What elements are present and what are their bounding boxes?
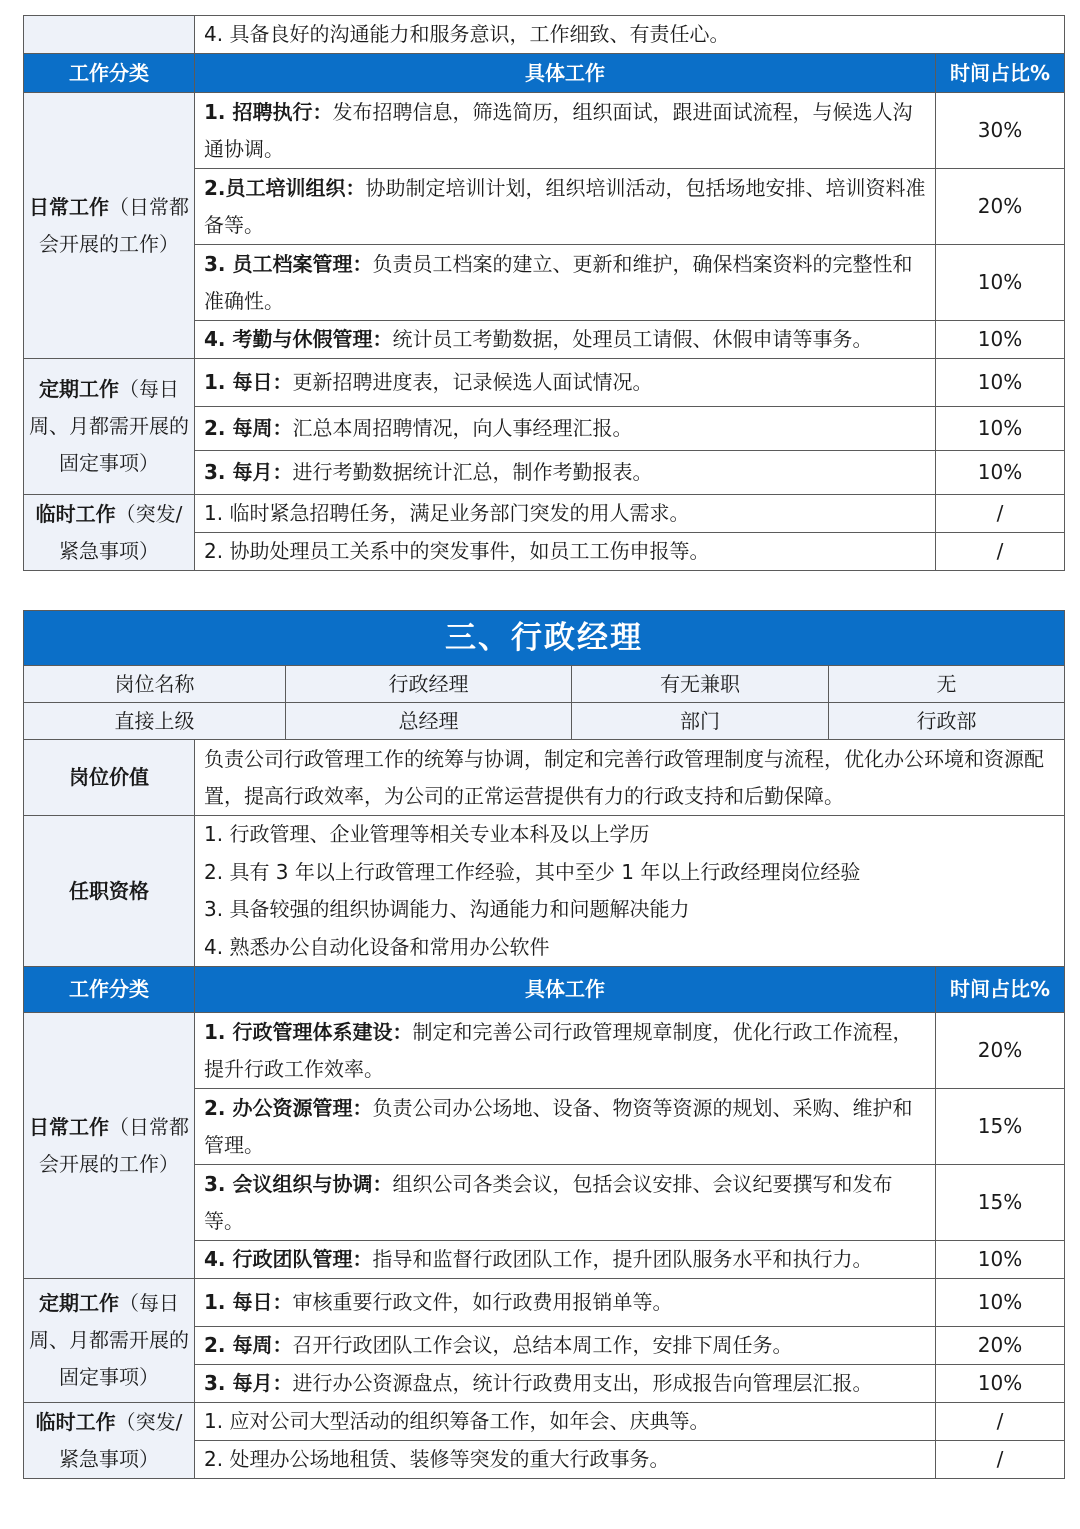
work-cell: 3. 每月：进行考勤数据统计汇总，制作考勤报表。 — [195, 451, 936, 495]
time-percent: 10% — [936, 359, 1065, 407]
time-percent: / — [936, 533, 1065, 571]
hr-duties-table — [23, 15, 1065, 571]
work-cell: 2. 每周：汇总本周招聘情况，向人事经理汇报。 — [195, 407, 936, 451]
daily-category-cell: 日常工作（日常都会开展的工作） — [24, 1013, 195, 1279]
position-label: 岗位名称 — [24, 666, 286, 703]
time-percent: 20% — [936, 1013, 1065, 1089]
time-percent: 10% — [936, 1365, 1065, 1403]
concurrent-value: 无 — [829, 666, 1065, 703]
work-cell: 4. 考勤与休假管理：统计员工考勤数据，处理员工请假、休假申请等事务。 — [195, 321, 936, 359]
time-percent: 10% — [936, 451, 1065, 495]
time-percent: 20% — [936, 169, 1065, 245]
time-percent: / — [936, 1441, 1065, 1479]
temp-category-cell: 临时工作（突发/紧急事项） — [24, 1403, 195, 1479]
work-cell: 2. 协助处理员工关系中的突发事件，如员工工伤申报等。 — [195, 533, 936, 571]
list-item: 3. 具备较强的组织协调能力、沟通能力和问题解决能力 — [204, 897, 690, 921]
header-time: 时间占比% — [936, 967, 1065, 1013]
list-item: 4. 熟悉办公自动化设备和常用办公软件 — [204, 934, 550, 959]
header-category: 工作分类 — [24, 967, 195, 1013]
requirement-label-cell — [24, 16, 195, 54]
admin-manager-table — [23, 610, 1065, 1479]
list-item: 1. 行政管理、企业管理等相关专业本科及以上学历 — [204, 822, 650, 846]
table-header-row — [24, 54, 1065, 93]
daily-category-cell: 日常工作（日常都会开展的工作） — [24, 93, 195, 359]
work-cell: 2. 处理办公场地租赁、装修等突发的重大行政事务。 — [195, 1441, 936, 1479]
qualification-row — [24, 816, 1065, 967]
time-percent: 15% — [936, 1089, 1065, 1165]
time-percent: / — [936, 1403, 1065, 1441]
qualification-label: 任职资格 — [24, 816, 195, 967]
time-percent: 10% — [936, 407, 1065, 451]
value-text: 负责公司行政管理工作的统筹与协调，制定和完善行政管理制度与流程，优化办公环境和资源配置，提高行政效率，为公司的正常运营提供有力的行政支持和后勤保障。 — [195, 740, 1065, 816]
info-row — [24, 703, 1065, 740]
value-label: 岗位价值 — [24, 740, 195, 816]
work-cell: 4. 行政团队管理：指导和监督行政团队工作，提升团队服务水平和执行力。 — [195, 1241, 936, 1279]
work-cell: 1. 招聘执行：发布招聘信息，筛选简历，组织面试，跟进面试流程，与候选人沟通协调。 — [195, 93, 936, 169]
qualification-list — [195, 816, 1065, 967]
table-row — [24, 359, 1065, 407]
table-row — [24, 1279, 1065, 1327]
work-cell: 1. 临时紧急招聘任务，满足业务部门突发的用人需求。 — [195, 495, 936, 533]
position-value: 行政经理 — [286, 666, 572, 703]
periodic-category-cell: 定期工作（每日周、月都需开展的固定事项） — [24, 359, 195, 495]
work-cell: 3. 员工档案管理：负责员工档案的建立、更新和维护，确保档案资料的完整性和准确性。 — [195, 245, 936, 321]
work-cell: 2.员工培训组织：协助制定培训计划，组织培训活动，包括场地安排、培训资料准备等。 — [195, 169, 936, 245]
requirement-row — [24, 16, 1065, 54]
work-cell: 1. 应对公司大型活动的组织筹备工作，如年会、庆典等。 — [195, 1403, 936, 1441]
header-work: 具体工作 — [195, 967, 936, 1013]
time-percent: / — [936, 495, 1065, 533]
time-percent: 10% — [936, 1241, 1065, 1279]
list-item: 2. 具有 3 年以上行政管理工作经验，其中至少 1 年以上行政经理岗位经验 — [204, 859, 861, 884]
work-cell: 1. 每日：审核重要行政文件，如行政费用报销单等。 — [195, 1279, 936, 1327]
work-cell: 3. 每月：进行办公资源盘点，统计行政费用支出，形成报告向管理层汇报。 — [195, 1365, 936, 1403]
time-percent: 10% — [936, 245, 1065, 321]
section-title-row — [24, 611, 1065, 666]
time-percent: 20% — [936, 1327, 1065, 1365]
superior-value: 总经理 — [286, 703, 572, 740]
header-time: 时间占比% — [936, 54, 1065, 93]
time-percent: 30% — [936, 93, 1065, 169]
time-percent: 10% — [936, 321, 1065, 359]
work-cell: 2. 每周：召开行政团队工作会议，总结本周工作，安排下周任务。 — [195, 1327, 936, 1365]
work-cell: 1. 行政管理体系建设：制定和完善公司行政管理规章制度，优化行政工作流程，提升行政工作效率。 — [195, 1013, 936, 1089]
table-row — [24, 1013, 1065, 1089]
work-cell: 3. 会议组织与协调：组织公司各类会议，包括会议安排、会议纪要撰写和发布等。 — [195, 1165, 936, 1241]
work-cell: 1. 每日：更新招聘进度表，记录候选人面试情况。 — [195, 359, 936, 407]
table-header-row — [24, 967, 1065, 1013]
table-row — [24, 1403, 1065, 1441]
concurrent-label: 有无兼职 — [572, 666, 829, 703]
periodic-category-cell: 定期工作（每日周、月都需开展的固定事项） — [24, 1279, 195, 1403]
time-percent: 15% — [936, 1165, 1065, 1241]
dept-value: 行政部 — [829, 703, 1065, 740]
time-percent: 10% — [936, 1279, 1065, 1327]
value-row — [24, 740, 1065, 816]
header-work: 具体工作 — [195, 54, 936, 93]
requirement-text: 4. 具备良好的沟通能力和服务意识，工作细致、有责任心。 — [195, 16, 1065, 54]
dept-label: 部门 — [572, 703, 829, 740]
table-row — [24, 495, 1065, 533]
info-row — [24, 666, 1065, 703]
work-cell: 2. 办公资源管理：负责公司办公场地、设备、物资等资源的规划、采购、维护和管理。 — [195, 1089, 936, 1165]
superior-label: 直接上级 — [24, 703, 286, 740]
section-title: 三、行政经理 — [24, 611, 1065, 666]
header-category: 工作分类 — [24, 54, 195, 93]
table-row — [24, 93, 1065, 169]
temp-category-cell: 临时工作（突发/紧急事项） — [24, 495, 195, 571]
